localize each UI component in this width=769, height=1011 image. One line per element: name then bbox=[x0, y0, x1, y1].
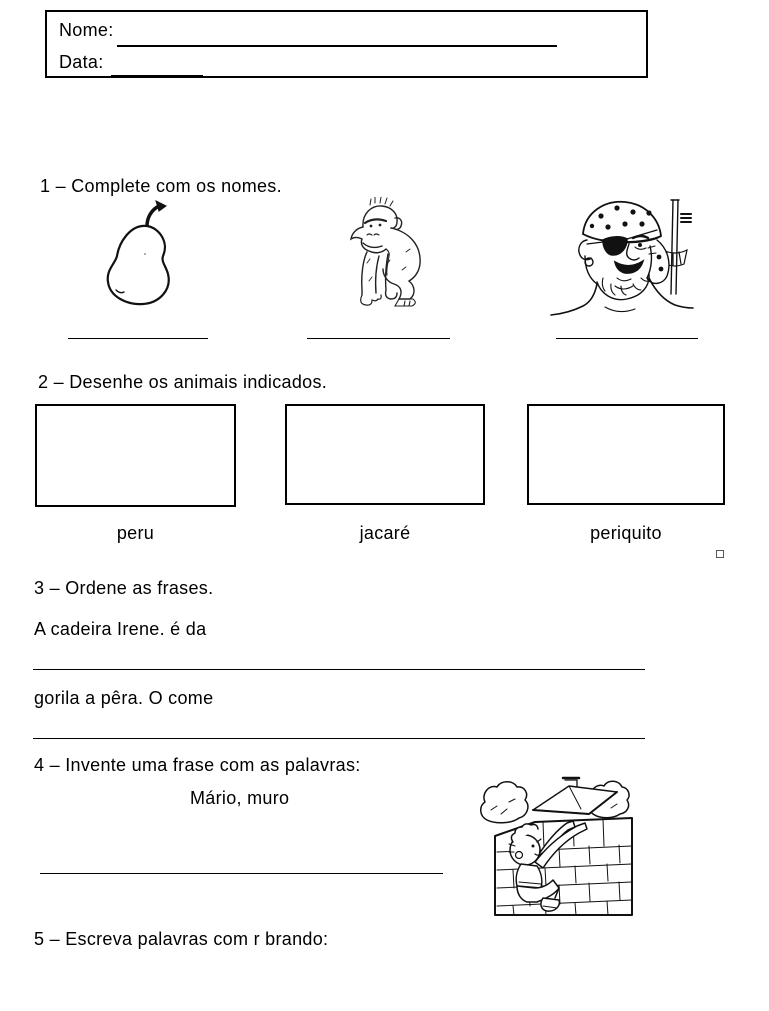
exercise5-title: 5 – Escreva palavras com r brando: bbox=[34, 929, 329, 949]
ex1-answer-line-1[interactable] bbox=[68, 338, 208, 339]
ex3-scrambled-sentence-1: A cadeira Irene. é da bbox=[34, 619, 207, 639]
drawing-box-periquito[interactable] bbox=[527, 404, 725, 505]
ex4-answer-line[interactable] bbox=[40, 873, 443, 874]
exercise2-title: 2 – Desenhe os animais indicados. bbox=[38, 372, 328, 392]
name-fill-line[interactable] bbox=[117, 45, 557, 47]
name-label: Nome: bbox=[59, 20, 114, 40]
ex3-scrambled-sentence-2: gorila a pêra. O come bbox=[34, 688, 214, 708]
exercise3-title: 3 – Ordene as frases. bbox=[34, 578, 214, 598]
small-square-mark bbox=[716, 550, 724, 558]
exercise1-title: 1 – Complete com os nomes. bbox=[40, 176, 282, 196]
exercise4-title: 4 – Invente uma frase com as palavras: bbox=[34, 755, 361, 775]
ex1-answer-line-2[interactable] bbox=[307, 338, 450, 339]
ex4-words: Mário, muro bbox=[190, 788, 290, 808]
ex1-answer-line-3[interactable] bbox=[556, 338, 698, 339]
date-label: Data: bbox=[59, 52, 104, 72]
label-jacare: jacaré bbox=[359, 523, 411, 543]
ex3-answer-line-2[interactable] bbox=[33, 738, 645, 739]
pear-image bbox=[85, 198, 190, 316]
drawing-box-jacare[interactable] bbox=[285, 404, 485, 505]
ex3-answer-line-1[interactable] bbox=[33, 669, 645, 670]
label-peru: peru bbox=[116, 523, 155, 543]
gorilla-image bbox=[322, 197, 434, 315]
boy-climbing-wall-image bbox=[477, 776, 633, 916]
label-periquito: periquito bbox=[590, 523, 662, 543]
pirate-image bbox=[545, 194, 695, 320]
date-fill-line[interactable] bbox=[111, 75, 203, 77]
drawing-box-peru[interactable] bbox=[35, 404, 236, 507]
name-date-box bbox=[45, 10, 648, 78]
